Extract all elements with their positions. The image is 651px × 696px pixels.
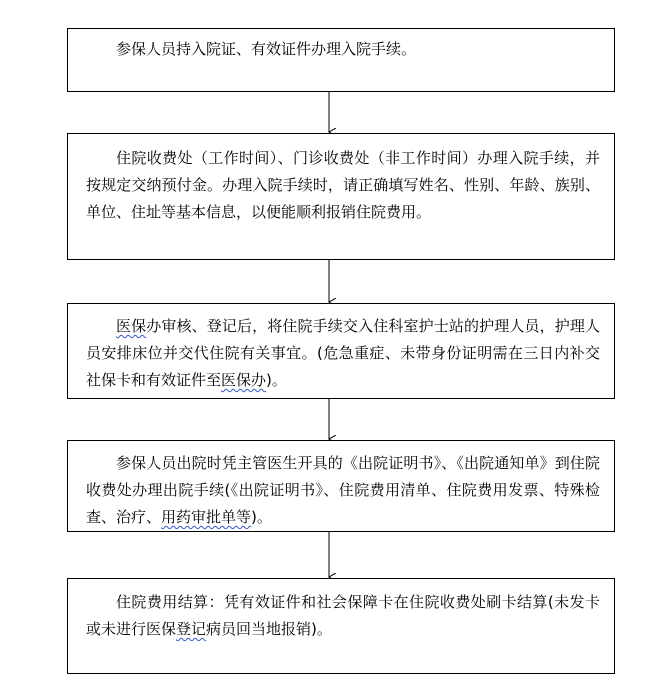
step-1-admission-documents bbox=[67, 28, 615, 92]
step-5-text bbox=[86, 589, 600, 643]
step-1-text: 参保人员持入院证、有效证件办理入院手续。 bbox=[116, 40, 417, 58]
step-5-part-1: 住院费用结算：凭有效证件和社会保障卡在住院收费处刷卡结算(未发卡或未进行医保 bbox=[86, 593, 600, 638]
step-2-admission-payment bbox=[67, 133, 615, 260]
step-5-settlement bbox=[67, 578, 615, 674]
step-3-part-1: 办审核、登记后，将住院手续交入住科室护士站的护理人员，护理人员安排床位并交代住院有关事宜。(危急重症、未带身份证明需在三日内补交社保卡和有效证件至 bbox=[86, 317, 600, 389]
step-3-text bbox=[86, 313, 600, 394]
step-5-part-2: 病员回当地报销)。 bbox=[206, 620, 332, 638]
step-4-discharge bbox=[67, 440, 615, 532]
step-4-part-1: 参保人员出院时凭主管医生开具的《出院证明书》、《出院通知单》到住院收费处办理出院手续(《出院证明书》、住院费用清单、住院费用发票、特殊检查、治疗、 bbox=[86, 454, 600, 526]
step-4-text bbox=[86, 450, 600, 531]
step-3-insurance-review bbox=[67, 303, 615, 399]
step-5-word-1: 登记 bbox=[176, 620, 207, 638]
step-2-text: 住院收费处（工作时间）、门诊收费处（非工作时间）办理入院手续，并按规定交纳预付金。办理入院手续时，请正确填写姓名、性别、年龄、族别、单位、住址等基本信息，以便能顺利报销住院费用。 bbox=[86, 149, 600, 221]
step-3-word-2: 医保办 bbox=[221, 371, 267, 389]
step-3-word-1: 医保 bbox=[116, 317, 147, 335]
step-3-part-2: )。 bbox=[266, 371, 287, 389]
step-4-word-1: 用药审批单等 bbox=[161, 508, 252, 526]
step-4-part-2: )。 bbox=[251, 508, 272, 526]
